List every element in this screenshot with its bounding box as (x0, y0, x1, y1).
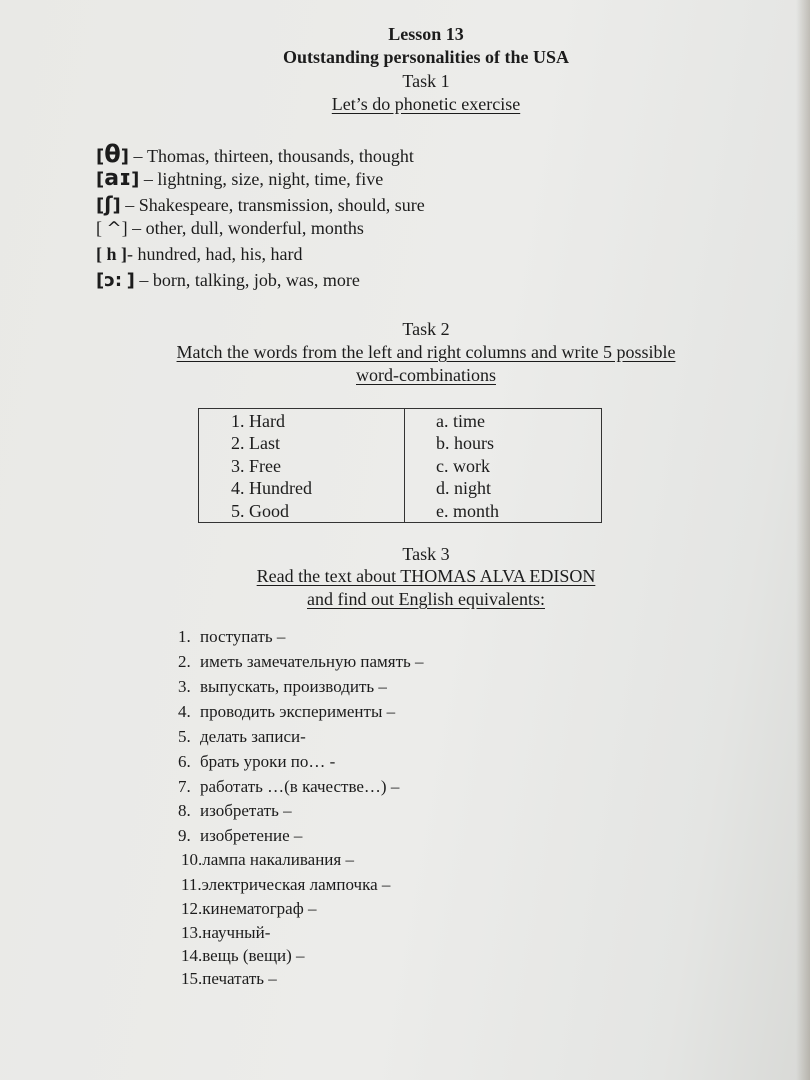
list-number: 7. (178, 777, 191, 796)
right-item: e. month (436, 500, 499, 521)
list-text: работать …(в качестве…) – (200, 777, 400, 796)
list-item (178, 801, 292, 821)
list-item (181, 946, 305, 966)
phonetic-row-5: [ h ]- hundred, had, his, hard (96, 244, 303, 264)
phonetic-symbol-1: θ (104, 140, 121, 168)
left-item: 2. Last (231, 433, 280, 454)
list-text: иметь замечательную память – (200, 652, 424, 671)
list-text: лампа накаливания – (202, 850, 354, 869)
list-text: печатать – (202, 969, 277, 988)
list-text: вещь (вещи) – (202, 946, 305, 965)
list-number: 14. (181, 946, 203, 965)
list-number: 1. (178, 627, 191, 646)
list-number: 3. (178, 677, 191, 696)
list-item (181, 875, 390, 895)
phonetic-words-6: born, talking, job, was, more (152, 270, 360, 290)
task2-heading-line1: Match the words from the left and right columns and write 5 possible (176, 342, 676, 362)
page-edge-shadow (796, 0, 810, 1080)
right-item: d. night (436, 478, 492, 499)
phonetic-symbol-5: h (106, 244, 117, 264)
list-number: 15. (181, 969, 203, 988)
task2-heading-line2: word-combinations (356, 365, 496, 385)
task1-heading: Let’s do phonetic exercise (331, 94, 521, 114)
list-number: 2. (178, 652, 191, 671)
phonetic-row-6: [ɔ: ] – born, talking, job, was, more (96, 270, 360, 291)
list-text: делать записи- (200, 727, 306, 746)
task1-label: Task 1 (402, 71, 450, 91)
right-item: b. hours (436, 433, 494, 454)
list-text: изобретать – (200, 801, 292, 820)
list-number: 12. (181, 899, 203, 918)
task3-heading-line1: Read the text about THOMAS ALVA EDISON (256, 566, 596, 586)
list-number: 5. (178, 727, 191, 746)
phonetic-symbol-6: ɔ: (104, 270, 123, 291)
list-number: 10. (181, 850, 203, 869)
list-text: научный- (202, 923, 271, 942)
task2-heading-line1-wrap (0, 342, 810, 363)
list-text: брать уроки по… - (200, 752, 336, 771)
task3-heading-line2: and find out English equivalents: (307, 589, 545, 609)
list-item (178, 727, 306, 747)
phonetic-symbol-2: aɪ (104, 166, 132, 191)
phonetic-words-5: hundred, had, his, hard (137, 244, 303, 264)
list-text: электрическая лампочка – (201, 875, 391, 894)
phonetic-words-4: other, dull, wonderful, months (145, 218, 364, 238)
list-item (181, 923, 270, 943)
task3-label: Task 3 (402, 544, 450, 564)
list-item (178, 702, 395, 722)
task3-heading-line1-wrap (0, 566, 810, 587)
list-item (181, 899, 317, 919)
list-number: 6. (178, 752, 191, 771)
lesson-title: Outstanding personalities of the USA (282, 47, 570, 67)
list-item (178, 627, 285, 647)
left-item: 4. Hundred (231, 478, 312, 499)
phonetic-row-2: [aɪ] – lightning, size, night, time, five (96, 166, 384, 191)
list-text: кинематограф – (202, 899, 317, 918)
phonetic-words-1: Thomas, thirteen, thousands, thought (146, 146, 414, 166)
list-text: выпускать, производить – (200, 677, 387, 696)
list-number: 13. (181, 923, 203, 942)
list-item (178, 752, 335, 772)
phonetic-row-4: [ ^] – other, dull, wonderful, months (96, 218, 364, 239)
lesson-number: Lesson 13 (388, 24, 464, 44)
task2-label: Task 2 (402, 319, 450, 339)
left-column (199, 409, 405, 523)
phonetic-row-3: [ʃ] – Shakespeare, transmission, should, sure (96, 192, 425, 216)
right-column (405, 409, 602, 523)
list-text: поступать – (200, 627, 286, 646)
match-table (198, 408, 602, 523)
list-number: 9. (178, 826, 191, 845)
list-text: изобретение – (200, 826, 303, 845)
task1-heading-wrap (0, 94, 810, 115)
task2-heading-line2-wrap (0, 365, 810, 386)
phonetic-symbol-4: ^ (106, 218, 122, 239)
list-number: 11. (181, 875, 202, 894)
list-item (178, 777, 399, 797)
phonetic-words-3: Shakespeare, transmission, should, sure (138, 195, 425, 215)
list-number: 4. (178, 702, 191, 721)
phonetic-words-2: lightning, size, night, time, five (157, 169, 384, 189)
left-item: 5. Good (231, 500, 289, 521)
phonetic-row-1: [θ] – Thomas, thirteen, thousands, thought (96, 140, 414, 168)
task3-heading-line2-wrap (0, 589, 810, 610)
list-number: 8. (178, 801, 191, 820)
right-item: a. time (436, 411, 485, 431)
left-item: 3. Free (231, 455, 281, 476)
list-item (181, 850, 354, 870)
list-item (178, 652, 424, 672)
list-item (178, 826, 302, 846)
list-item (178, 677, 387, 697)
list-item (181, 969, 277, 989)
right-item: c. work (436, 455, 490, 476)
left-item: 1. Hard (231, 411, 285, 431)
phonetic-symbol-3: ʃ (104, 192, 113, 216)
list-text: проводить эксперименты – (200, 702, 396, 721)
